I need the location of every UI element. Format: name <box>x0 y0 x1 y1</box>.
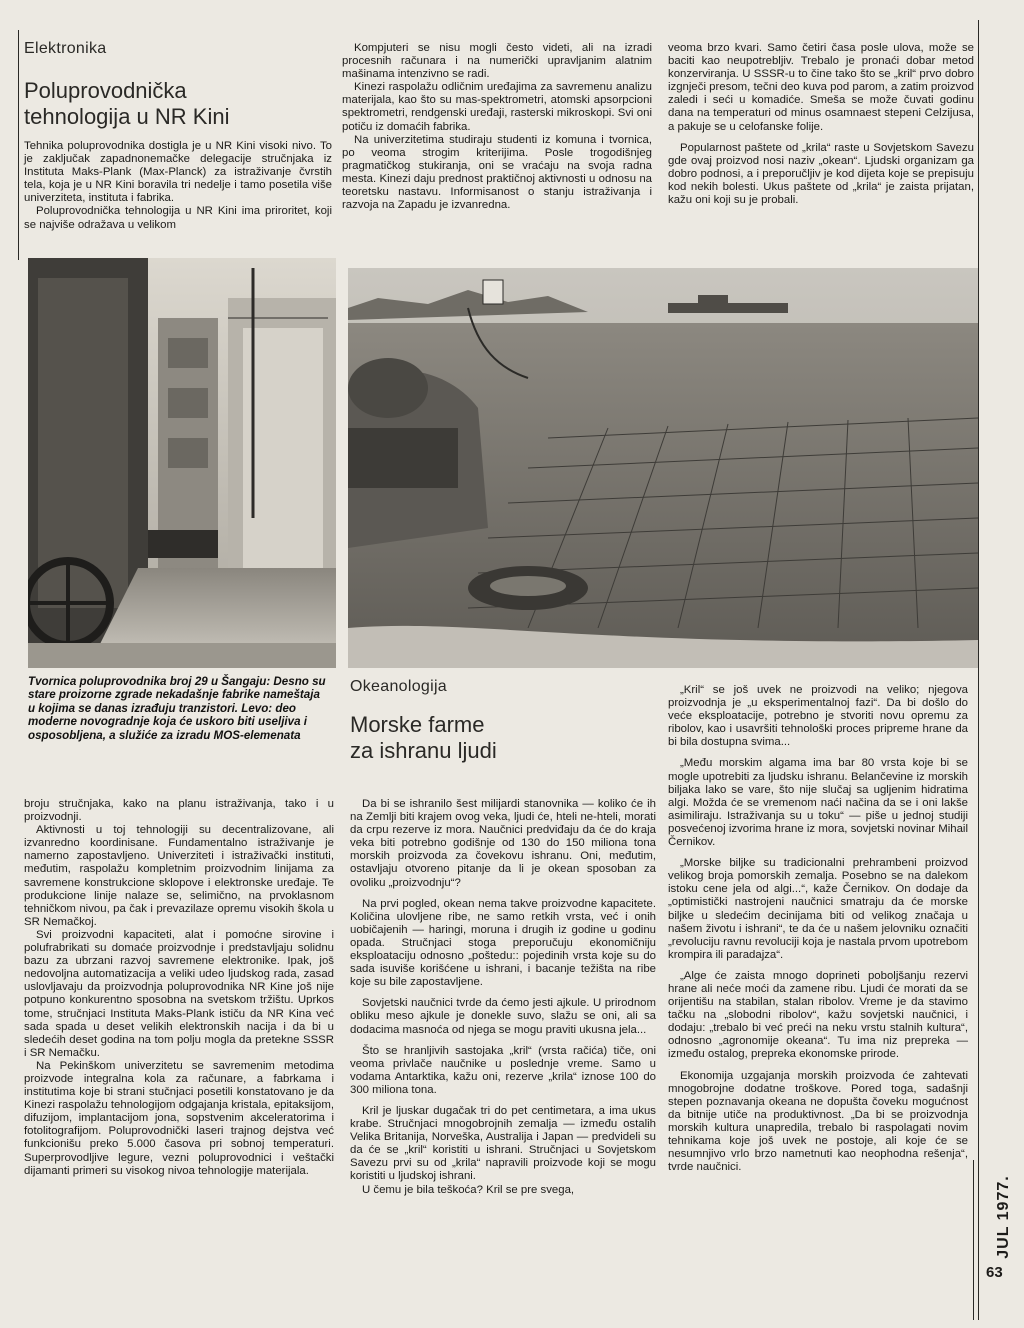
article1-title-line2: tehnologija u NR Kini <box>24 104 230 129</box>
ocean-farm-drawing <box>348 268 978 668</box>
article1-title <box>24 78 324 130</box>
paragraph: „Alge će zaista mnogo doprineti poboljšanju rezervi hrane ali neće moći da zamene ribu. Ljudi će morati da se orijentišu na stabilan, stalan ribolov. Vreme je da stavimo tačku na „slobodni ribolov“, kažu sovjetski naučnici, i dodaju: „trebalo bi već preći na neku vrstu stalnih kultura“, odnosno „agronomije okeana“. Tu ima niz prepreka — između ostalog, prepreka ekonomske prirode. <box>668 969 968 1061</box>
paragraph: Popularnost paštete od „krila“ raste u Sovjetskom Savezu gde ovaj proizvod nosi naziv „okean“. Ljudski organizam ga dobro podnosi, a i preporučljiv je kod dijeta koje se prepisuju kod nekih bolesti. Ukus paštete od „krila“ je zaista prijatan, kažu oni koji su je probali. <box>668 141 974 207</box>
section-label-okeanologija: Okeanologija <box>350 678 447 695</box>
article2-column-2 <box>350 798 656 1197</box>
paragraph: Kompjuteri se nisu mogli često videti, ali na izradi procesnih računara i na numerički upravljanim alatnim mašinama intenzivno se radi. <box>342 42 652 81</box>
column-rule-left <box>18 30 19 260</box>
paragraph: Ekonomija uzgajanja morskih proizvoda će zahtevati mnogobrojne dodatne troškove. Pored toga, sadašnji stepen poznavanja okeana ne dopušta čoveku mogućnost da bitnije utiče na produktivnost. „Da bi se proizvodnja morskih kultura unapredila, trebalo bi raspolagati novim tehnikama koje još uvek ne postoje, ali koje će se nesumnjivo vrlo brzo nametnuti kao neophodna rešenja“, tvrde naučnici. <box>668 1069 968 1174</box>
paragraph: Na Pekinškom univerzitetu se savremenim metodima proizvode integralna kola za računare, a fabrkama i institutima koje bi strani stučnjaci posetili konstatovano je da Kinezi raspolažu tehnologijom odgajanja kristala, epitaksijom, difuzijom, implantacijom jona, sopstvenim akceleratorima i fotolitografijom. Poluprovodnički laseri trajnog dejstva već funkcionišu preko 5.000 časova pri sobnoj temperaturi. Superprovodljive legure, vezni poluprovodnici i veštački dijamanti primeri su visokog nivoa tehnologije materijala. <box>24 1059 334 1177</box>
paragraph: Aktivnosti u toj tehnologiji su decentralizovane, ali izvanredno koordinisane. Fundamentalno istraživanje je namerno zapostavljeno. Univerziteti i istraživački instituti, međutim, raspolažu kompletnim proizvodnim linijama za savremene konstrukcione sklopove i elektronske uređaje. Te produkcione linije nalaze se, selimično, na prvoklasnom tehničkom nivou, pa čak i prevazilaze opremu visokih škola u SR Nemačkoj. <box>24 824 334 928</box>
article1-intro-column <box>24 140 332 232</box>
factory-street-illustration <box>28 258 336 668</box>
paragraph: Na prvi pogled, okean nema takve proizvodne kapacitete. Količina ulovljene ribe, ne samo retkih vrsta, već i onih uobičajenih — haringi, moruna i drugih iz godine u godinu opada. Stručnjaci stoga preporučuju ekonomičniju eksploataciju odnosno „poštedu:: pojedinih vrsta koje su do sada isuviše korišćene u ishrani, i bacanje težišta na ribe koje su bile zapostavljene. <box>350 897 656 989</box>
article2-continuation-top <box>668 42 974 207</box>
article2-title-line2: za ishranu ljudi <box>350 738 497 763</box>
article2-title <box>350 712 650 764</box>
page-number: 63 <box>986 1264 1003 1281</box>
paragraph: Tehnika poluprovodnika dostigla je u NR Kini visoki nivo. To je zaključak zapadnonemačke delegacije stručnjaka iz Instituta Maks-Plank (Max-Planck) za istraživanje čvrstih tela, koja je u NR Kini boravila tri nedelje i tamo posetila više univerziteta, instituta i fabrika. <box>24 140 332 205</box>
column-rule-right <box>978 20 979 1320</box>
paragraph: Da bi se ishranilo šest milijardi stanovnika — koliko će ih na Zemlji biti krajem ovog veka, ljudi će, hteli ne-hteli, morati da crpu rezerve iz mora. Naučnici predviđaju da će do kraja veka biti potrebno godišnje od 130 do 150 miliona tona morskih proizvoda za čovekovu ishranu. Oni, međutim, ostavljaju otvoreno pitanje da li je okean sposoban za ovoliku „proizvodnju“? <box>350 798 656 889</box>
paragraph: Na univerzitetima studiraju studenti iz komuna i tvornica, po veoma strogim kriterijima. Posle trogodišnjeg pragmatičkog stukiranja, oni se vraćaju na svoja radna mesta. Kinezi daju prednost praktičnoj aktivnosti u odnosu na teoretsku nastavu. Informisanost o stanju istraživanja i razvoja na Zapadu je izvanredna. <box>342 133 652 212</box>
article2-title-line1: Morske farme <box>350 712 485 737</box>
paragraph: Što se hranljivih sastojaka „kril“ (vrsta račića) tiče, oni veoma privlače naučnike u poslednje vreme. Samo u vodama Antarktika, kažu oni, rezerve „krila“ iznose 100 do 300 miliona tona. <box>350 1044 656 1096</box>
paragraph: Svi proizvodni kapaciteti, alat i pomoćne sirovine i polufrabrikati su domaće proizvodnje i predstavljaju solidnu bazu za ubrzani razvoj savremene elektronike. Ipak, još nedovoljna automatizacija a veliki udeo ljudskog rada, zasad uslovljavaju da proizvodnja poluprovodnika NR Kine još nije potpuno konkurentno sposobna na svetskom tržištu. Uprkos tome, stručnjaci Instituta Maks-Plank ističu da NR Kina već sada spada u deset velikih elektronskih nacija i da bi u sledećih deset godina na tom polju mogla da pretekne SSSR i SR Nemačku. <box>24 928 334 1059</box>
issue-date <box>990 1170 1016 1270</box>
article2-column-3 <box>668 684 968 1174</box>
paragraph: U čemu je bila teškoća? Kril se pre svega, <box>362 1183 575 1196</box>
photo-caption: Tvornica poluprovodnika broj 29 u Šangaju: Desno su stare proizorne zgrade nekadašnje fabrike nameštaja u kojima se danas izrađuju tranzistori. Levo: deo moderne novogradnje koja će uskoro biti useljiva i osposobljena, a služiće za izradu MOS-elemenata <box>28 675 326 742</box>
section-label-elektronika: Elektronika <box>24 40 107 57</box>
article1-title-line1: Poluprovodnička <box>24 78 187 103</box>
article1-column-2 <box>342 42 652 212</box>
column-rule-right-inner <box>973 1160 974 1320</box>
ocean-farm-illustration <box>348 268 978 668</box>
paragraph: „Morske biljke su tradicionalni prehrambeni proizvod velikog broja pomorskih zemalja. Posebno se na dalekom istoku cene jela od algi...“, kaže Černikov. On dodaje da „optimistički nastrojeni naučnici smatraju da će morske biljke u sledećim decinijama biti od velikog značaja u našem životu i ishrani“, te da će u našem jelovniku označiti „revoluciju ravnu revoluciji koja je nastala prvom upotrebom krompira ili paradajza“. <box>668 857 968 961</box>
article1-continuation-column <box>24 798 334 1178</box>
factory-street-photo <box>28 258 336 668</box>
paragraph: „Kril“ se još uvek ne proizvodi na veliko; njegova proizvodnja je „u eksperimentalnoj fazi“. Da bi došlo do veće eksploatacije, potrebno je stvoriti novu opremu za ribolov, kao i usavršiti tehnološki proces pripreme hrane da bi bila dostupna svima... <box>668 684 968 749</box>
paragraph: Kinezi raspolažu odličnim uređajima za savremenu analizu materijala, kao što su mas-spektrometri, atomski apsorpcioni spektrometri, rendgenski uređaji, rasterski mikroskopi. Svi oni potiču iz domaćih fabrika. <box>342 81 652 133</box>
issue-date-text: JUL 1977. <box>995 1175 1012 1259</box>
paragraph: broju stručnjaka, kako na planu istraživanja, tako i u proizvodnji. <box>24 798 334 824</box>
paragraph: Sovjetski naučnici tvrde da ćemo jesti ajkule. U prirodnom obliku meso ajkule je donekle suvo, slažu se oni, ali sa dodacima masnoća od njega se mogu praviti ukusna jela... <box>350 997 656 1036</box>
paragraph: Poluprovodnička tehnologija u NR Kini ima priroritet, koji se najviše odražava u velikom <box>24 205 332 231</box>
paragraph: Kril je ljuskar dugačak tri do pet centimetara, a ima ukus krabe. Stručnjaci mnogobrojnih zemalja — između ostalih Velika Britanija, Norveška, Australija i Japan — predvideli su da će se „kril“ koristiti u ishrani. Stručnjaci u Sovjetskom Savezu prvi su od „krila“ napravili proizvode koji se mogu koristiti u ljudskoj ishrani. <box>350 1104 656 1183</box>
paragraph: „Među morskim algama ima bar 80 vrsta koje bi se mogle upotrebiti za ljudsku ishranu. Belančevine iz morskih biljaka lako se vare, što nije slučaj sa ugljenim hidratima algi. Možda će se vremenom naći načina da se i oni lakše asimiliraju. Istraživanja su u toku“ — piše u jednoj studiji posvećenoj izvorima hrane iz mora, sovjetski novinar Mihail Černikov. <box>668 757 968 849</box>
paragraph: veoma brzo kvari. Samo četiri časa posle ulova, može se baciti kao neupotrebljiv. Trebalo je pronaći dobar metod konzerviranja. U SSSR-u to čine tako što se „kril“ prvo dobro izgnječi presom, tečni deo kuva pod parom, a zatim proizvod zaledi i seći u komadiće. Smeša se može čuvati godinu dana na temperaturi od minus osamnaest stepeni Celzijusa, a pakuje se u celofanske folije. <box>668 42 974 133</box>
